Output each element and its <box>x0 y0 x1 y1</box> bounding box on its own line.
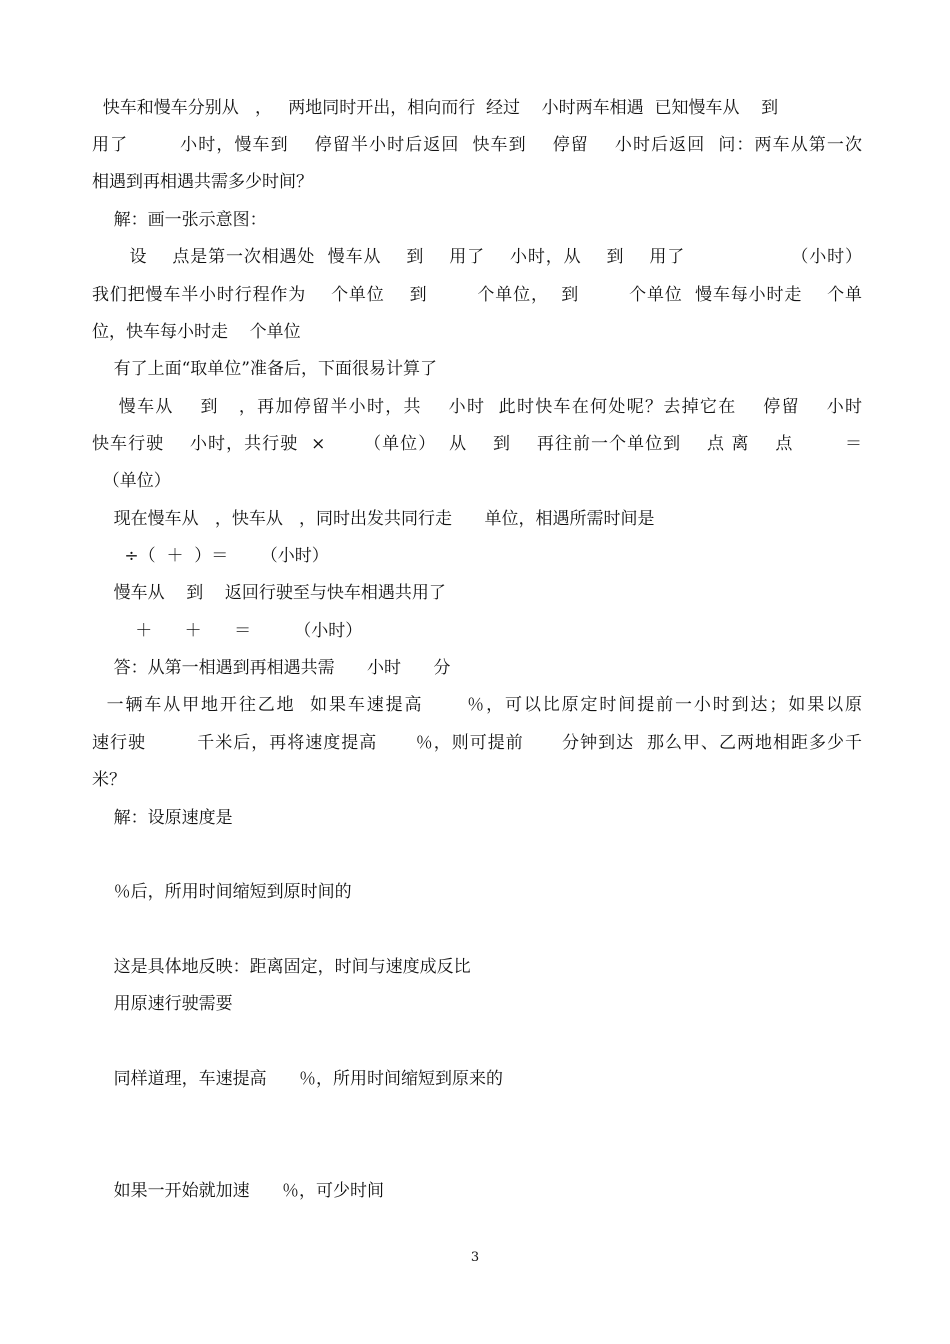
text-line-16: 答：从第一相遇到再相遇共需 小时 分 <box>92 658 451 678</box>
text-line-22: 这是具体地反映：距离固定，时间与速度成反比 <box>92 957 471 977</box>
text-line-25: 如果一开始就加速 ％，可少时间 <box>92 1181 385 1201</box>
text-line-18: 速行驶 千米后，再将速度提高 ％，则可提前 分钟到达 那么甲、乙两地相距多少千 <box>92 733 862 753</box>
text-line-14: 慢车从 到 返回行驶至与快车相遇共用了 <box>92 583 446 603</box>
text-line-7: 位，快车每小时走 个单位 <box>92 322 301 342</box>
text-line-10: 快车行驶 小时，共行驶 × （单位） 从 到 再往前一个单位到 点 离 点 ＝ <box>92 434 862 454</box>
text-line-5: 设 点是第一次相遇处 慢车从 到 用了 小时，从 到 用了 （小时） <box>92 247 862 267</box>
text-line-11: （单位） <box>92 471 171 491</box>
text-line-20: 解：设原速度是 <box>92 808 233 828</box>
text-line-23: 用原速行驶需要 <box>92 994 233 1014</box>
text-line-3: 相遇到再相遇共需多少时间？ <box>92 172 313 192</box>
text-line-15: ＋ ＋ ＝ （小时） <box>92 621 363 641</box>
text-line-8: 有了上面“取单位”准备后，下面很易计算了 <box>92 359 437 379</box>
page-number: 3 <box>470 1250 480 1265</box>
text-line-9: 慢车从 到 ，再加停留半小时，共 小时 此时快车在何处呢？去掉它在 停留 小时 <box>92 397 862 417</box>
text-line-12: 现在慢车从 ，快车从 ，同时出发共同行走 单位，相遇所需时间是 <box>92 509 655 529</box>
text-line-1: 快车和慢车分别从 ， 两地同时开出，相向而行 经过 小时两车相遇 已知慢车从 到 <box>92 98 779 118</box>
text-line-6: 我们把慢车半小时行程作为 个单位 到 个单位， 到 个单位 慢车每小时走 个单 <box>92 285 862 305</box>
text-line-24: 同样道理，车速提高 ％，所用时间缩短到原来的 <box>92 1069 504 1089</box>
text-line-4: 解：画一张示意图： <box>92 210 267 230</box>
text-line-19: 米？ <box>92 770 126 790</box>
text-line-2: 用了 小时，慢车到 停留半小时后返回 快车到 停留 小时后返回 问：两车从第一次 <box>92 135 862 155</box>
text-line-21: ％后，所用时间缩短到原时间的 <box>92 882 352 902</box>
text-line-13: ÷（ ＋ ）＝ （小时） <box>92 546 329 566</box>
text-line-17: 一辆车从甲地开往乙地 如果车速提高 ％，可以比原定时间提前一小时到达；如果以原 <box>92 695 862 715</box>
